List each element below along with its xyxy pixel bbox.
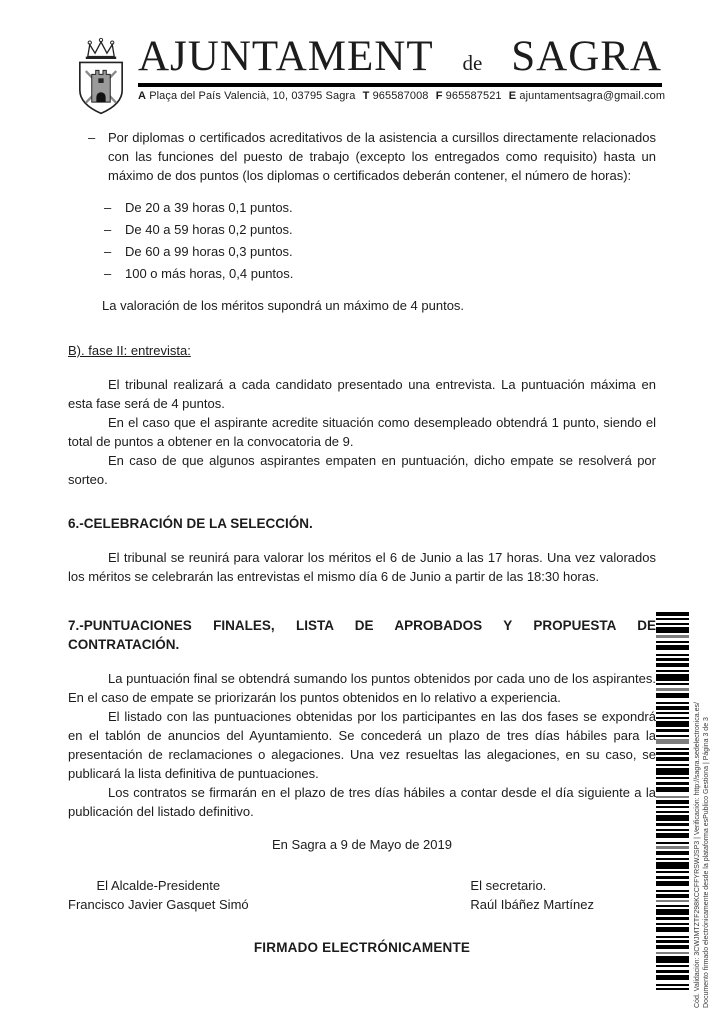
sub-bullet-text: 100 o más horas, 0,4 puntos. (125, 266, 294, 281)
signature-block (68, 876, 656, 914)
list-item (104, 242, 656, 261)
address-email: ajuntamentsagra@gmail.com (519, 90, 666, 103)
section-7-heading-line1: 7.-PUNTUACIONES FINALES, LISTA DE APROBADOS Y PROPUESTA DE (68, 618, 656, 633)
bullet-dash: – (88, 130, 96, 145)
document-body (68, 128, 656, 957)
address-phone: 965587008 (372, 90, 429, 103)
list-item (68, 128, 656, 185)
header (64, 33, 666, 103)
section-b-heading: B). fase II: entrevista: (68, 343, 191, 358)
org-address (138, 90, 666, 103)
section-7-heading-line2: CONTRATACIÓN. (68, 637, 180, 652)
bullet-dash: – (104, 200, 112, 215)
sub-bullet-text: De 40 a 59 horas 0,2 puntos. (125, 222, 293, 237)
paragraph: El listado con las puntuaciones obtenidas por los participantes en las dos fases se expondrá en el tablón de anuncios del Ayuntamiento. Se concederá un plazo de tres días hábiles para la presentación de reclamaciones o alegaciones. Una vez resueltas las alegaciones, en su caso, se publicará la lista definitiva de puntuaciones. (68, 709, 656, 781)
paragraph: Los contratos se firmarán en el plazo de tres días hábiles a contar desde el día siguiente a la publicación del listado definitivo. (68, 785, 656, 819)
validation-code-line: Cód. Validación: 3CWJMTZTF298KCCFFYRSWJSP3 | Verificación: http://sagra.sedelectronica.es/ (694, 702, 701, 1008)
signature-name: Raúl Ibáñez Martínez (470, 897, 594, 912)
address-label-e: E (508, 90, 517, 103)
list-item (104, 220, 656, 239)
paragraph: En caso de que algunos aspirantes empaten en puntuación, dicho empate se resolverá por sorteo. (68, 453, 656, 487)
paragraph: El tribunal se reunirá para valorar los méritos el 6 de Junio a las 17 horas. Una vez valorados los méritos se celebrarán las entrevistas el mismo día 6 de Junio a partir de las 18:30 horas. (68, 550, 656, 584)
bullet-main-text: Por diplomas o certificados acreditativos de la asistencia a cursillos directamente relacionados con las funciones del puesto de trabajo (excepto los entregados como requisito) hasta un máximo de dos puntos (los diplomas o certificados deberán contener, el número de horas): (108, 130, 656, 183)
signature-role: El Alcalde-Presidente (96, 878, 221, 893)
title-word-sagra: SAGRA (511, 33, 662, 80)
address-fax: 965587521 (445, 90, 502, 103)
section-7-heading (68, 616, 656, 654)
document-platform-line: Documento firmado electrónicamente desde la plataforma esPublico Gestiona | Página 3 de 3 (703, 717, 710, 1008)
signature-mayor (68, 876, 249, 914)
paragraph: La puntuación final se obtendrá sumando los puntos obtenidos por cada uno de los aspirantes. En el caso de empate se priorizarán los puntos obtenidos en lo relativo a experiencia. (68, 671, 656, 705)
barcode (656, 612, 689, 990)
bullet-dash: – (104, 244, 112, 259)
title-word-de: de (462, 51, 483, 75)
validation-strip (693, 656, 711, 1008)
list-item (104, 198, 656, 217)
org-title (138, 34, 662, 87)
section-6-heading: 6.-CELEBRACIÓN DE LA SELECCIÓN. (68, 516, 313, 531)
paragraph: En el caso que el aspirante acredite situación como desempleado obtendrá 1 punto, siendo el total de puntos a obtener en la convocatoria de 9. (68, 415, 656, 449)
title-word-ajuntament: AJUNTAMENT (138, 33, 434, 80)
paragraph: El tribunal realizará a cada candidato presentado una entrevista. La puntuación máxima en esta fase será de 4 puntos. (68, 377, 656, 411)
bullet-dash: – (104, 266, 112, 281)
signature-secretary (470, 876, 594, 914)
address-label-t: T (362, 90, 370, 103)
signature-name: Francisco Javier Gasquet Simó (68, 897, 249, 912)
address-street: Plaça del País Valencià, 10, 03795 Sagra (149, 90, 356, 103)
sub-bullet-text: De 20 a 39 horas 0,1 puntos. (125, 200, 293, 215)
hours-points-list (104, 198, 656, 283)
address-label-a: A (138, 90, 147, 103)
date-line: En Sagra a 9 de Mayo de 2019 (272, 837, 452, 852)
address-label-f: F (435, 90, 443, 103)
valuation-note: La valoración de los méritos supondrá un máximo de 4 puntos. (102, 298, 465, 313)
signature-role: El secretario. (470, 878, 547, 893)
signed-electronically-label: FIRMADO ELECTRÓNICAMENTE (253, 940, 471, 955)
sub-bullet-text: De 60 a 99 horas 0,3 puntos. (125, 244, 293, 259)
list-item (104, 264, 656, 283)
bullet-dash: – (104, 222, 112, 237)
sagra-coat-of-arms-icon (64, 36, 138, 118)
